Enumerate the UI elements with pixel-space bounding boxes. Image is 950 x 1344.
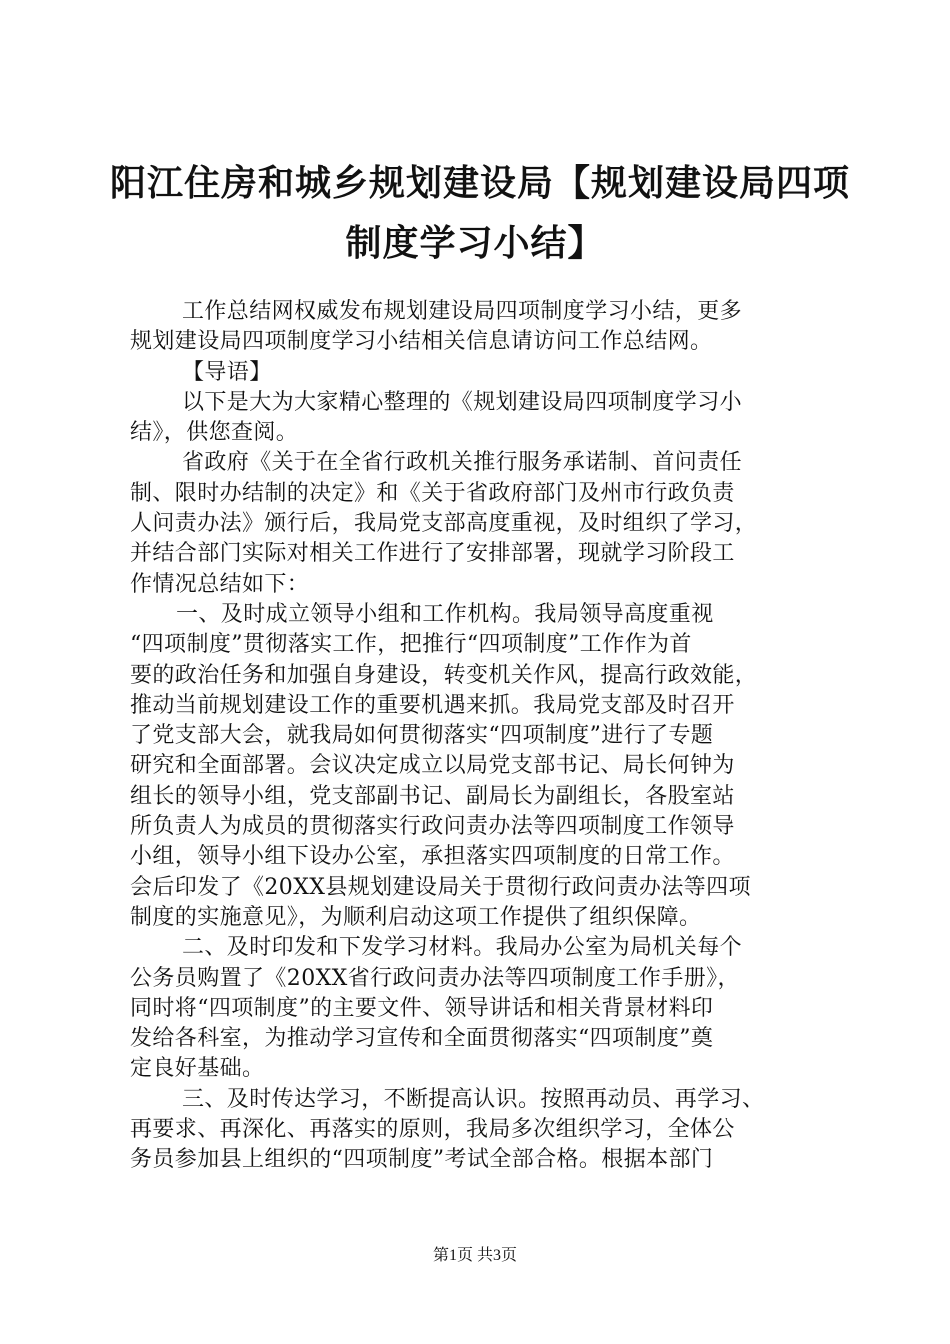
document-body [130, 297, 830, 1176]
body-line: 所负责人为成员的贯彻落实行政问责办法等四项制度工作领导 [130, 814, 735, 840]
body-line: 并结合部门实际对相关工作进行了安排部署，现就学习阶段工 [130, 541, 735, 567]
document-title-line-2: 制度学习小结】 [345, 222, 605, 264]
body-line: “四项制度”贯彻落实工作，把推行“四项制度”工作作为首 [130, 632, 692, 658]
body-line: 人问责办法》颁行后，我局党支部高度重视，及时组织了学习， [130, 511, 758, 537]
body-line: 省政府《关于在全省行政机关推行服务承诺制、首问责任 [182, 450, 743, 476]
document-title-line-1: 阳江住房和城乡规划建设局【规划建设局四项 [110, 162, 851, 204]
body-line: 研究和全面部署。会议决定成立以局党支部书记、局长何钟为 [130, 753, 735, 779]
body-line: 了党支部大会，就我局如何贯彻落实“四项制度”进行了专题 [130, 723, 714, 749]
body-line: 定良好基础。 [130, 1056, 265, 1082]
body-line: 组长的领导小组，党支部副书记、副局长为副组长，各股室站 [130, 783, 735, 809]
body-line: 一、及时成立领导小组和工作机构。我局领导高度重视 [176, 601, 714, 627]
body-line: 会后印发了《20XX县规划建设局关于贯彻行政问责办法等四项 [130, 874, 751, 900]
body-line: 工作总结网权威发布规划建设局四项制度学习小结，更多 [182, 299, 743, 324]
body-line: 三、及时传达学习，不断提高认识。按照再动员、再学习、 [182, 1086, 765, 1112]
body-line: 同时将“四项制度”的主要文件、领导讲话和相关背景材料印 [130, 995, 714, 1021]
body-line: 公务员购置了《20XX省行政问责办法等四项制度工作手册》， [130, 965, 740, 991]
body-line: 推动当前规划建设工作的重要机遇来抓。我局党支部及时召开 [130, 692, 735, 718]
body-line: 作情况总结如下： [130, 571, 310, 597]
body-line: 以下是大为大家精心整理的《规划建设局四项制度学习小 [182, 389, 743, 415]
body-line: 规划建设局四项制度学习小结相关信息请访问工作总结网。 [130, 329, 713, 355]
body-line: 发给各科室，为推动学习宣传和全面贯彻落实“四项制度”奠 [130, 1026, 714, 1052]
body-line: 结》，供您查阅。 [130, 420, 299, 446]
body-line: 小组，领导小组下设办公室，承担落实四项制度的日常工作。 [130, 844, 735, 870]
body-line: 制、限时办结制的决定》和《关于省政府部门及州市行政负责 [130, 480, 735, 506]
body-line: 要的政治任务和加强自身建设，转变机关作风，提高行政效能， [130, 662, 758, 688]
body-line: 再要求、再深化、再落实的原则，我局多次组织学习，全体公 [130, 1117, 735, 1143]
body-line: 【导语】 [182, 359, 272, 385]
body-line: 二、及时印发和下发学习材料。我局办公室为局机关每个 [182, 935, 743, 961]
body-line: 制度的实施意见》，为顺利启动这项工作提供了组织保障。 [130, 904, 702, 930]
page-indicator: 第1页 共3页 [432, 1247, 517, 1264]
body-line: 务员参加县上组织的“四项制度”考试全部合格。根据本部门 [130, 1147, 714, 1173]
